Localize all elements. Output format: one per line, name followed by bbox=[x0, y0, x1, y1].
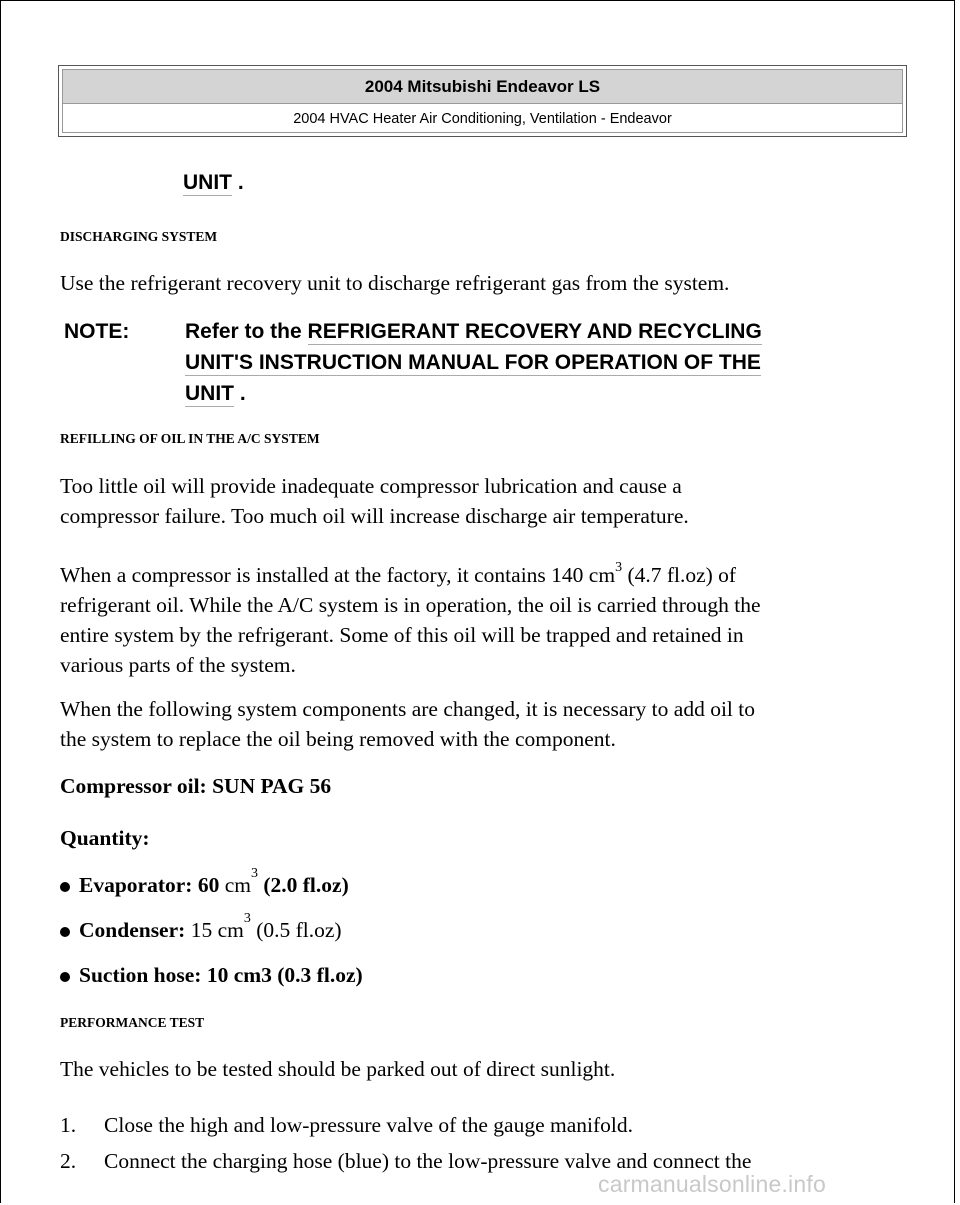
header-inner bbox=[62, 69, 903, 133]
note-label: NOTE: bbox=[64, 320, 130, 343]
list-item bbox=[60, 963, 363, 1008]
note-line-2 bbox=[185, 347, 885, 378]
unit-fragment bbox=[183, 171, 244, 195]
step-number: 1. bbox=[60, 1113, 77, 1137]
para2-line-1a: When a compressor is installed at the factory, it contains 140 cm bbox=[60, 563, 616, 587]
para3-line-1: When the following system components are changed, it is necessary to add oil to bbox=[60, 697, 755, 721]
note-line-1 bbox=[185, 316, 885, 347]
step-text: Close the high and low-pressure valve of the gauge manifold. bbox=[104, 1113, 633, 1137]
item-label: Condenser: bbox=[79, 918, 186, 942]
note-link-2[interactable]: UNIT'S INSTRUCTION MANUAL FOR OPERATION OF THE bbox=[185, 351, 761, 374]
header-subtitle: 2004 HVAC Heater Air Conditioning, Ventilation - Endeavor bbox=[293, 110, 672, 127]
list-item bbox=[60, 911, 363, 963]
note-line-3 bbox=[185, 378, 885, 409]
para2-line-4: various parts of the system. bbox=[60, 653, 296, 677]
item-unit: 15 cm bbox=[185, 918, 244, 942]
step-number: 2. bbox=[60, 1149, 77, 1173]
list-item bbox=[60, 866, 363, 918]
refilling-para-1 bbox=[60, 471, 689, 531]
header-title: 2004 Mitsubishi Endeavor LS bbox=[63, 70, 902, 104]
quantity-list bbox=[60, 866, 363, 1008]
watermark: carmanualsonline.info bbox=[598, 1171, 826, 1197]
note-link-3[interactable]: UNIT bbox=[185, 382, 234, 405]
para2-line-3: entire system by the refrigerant. Some of this oil will be trapped and retained in bbox=[60, 623, 744, 647]
bullet-icon bbox=[60, 972, 70, 982]
note-body bbox=[185, 316, 885, 409]
para3-line-2: the system to replace the oil being removed with the component. bbox=[60, 727, 616, 751]
superscript: 3 bbox=[615, 560, 623, 575]
note-prefix: Refer to the bbox=[185, 320, 302, 343]
item-label: Suction hose: 10 cm3 (0.3 fl.oz) bbox=[79, 963, 363, 987]
para1-line-2: compressor failure. Too much oil will increase discharge air temperature. bbox=[60, 504, 689, 528]
para2-line-2: refrigerant oil. While the A/C system is in operation, the oil is carried through the bbox=[60, 593, 761, 617]
refilling-para-3 bbox=[60, 694, 755, 754]
para1-line-1: Too little oil will provide inadequate compressor lubrication and cause a bbox=[60, 474, 682, 498]
refilling-para-2 bbox=[60, 560, 761, 680]
document-header bbox=[58, 65, 907, 137]
note-link-1[interactable]: REFRIGERANT RECOVERY AND RECYCLING bbox=[307, 320, 762, 343]
performance-text: The vehicles to be tested should be parked out of direct sunlight. bbox=[60, 1057, 616, 1081]
quantity-label: Quantity: bbox=[60, 826, 150, 850]
item-tail: (0.5 fl.oz) bbox=[250, 918, 342, 942]
item-tail: (2.0 fl.oz) bbox=[257, 873, 349, 897]
compressor-oil-label: Compressor oil: SUN PAG 56 bbox=[60, 774, 332, 798]
item-label: Evaporator: 60 bbox=[79, 873, 220, 897]
list-item bbox=[60, 1113, 751, 1149]
section-heading-discharging: DISCHARGING SYSTEM bbox=[60, 229, 218, 244]
step-text: Connect the charging hose (blue) to the low-pressure valve and connect the bbox=[104, 1149, 752, 1173]
unit-link[interactable]: UNIT bbox=[183, 171, 232, 194]
bullet-icon bbox=[60, 927, 70, 937]
section-heading-refilling: REFILLING OF OIL IN THE A/C SYSTEM bbox=[60, 431, 320, 446]
superscript: 3 bbox=[243, 911, 251, 926]
para2-line-1b: (4.7 fl.oz) of bbox=[622, 563, 737, 587]
note-suffix: . bbox=[239, 382, 246, 405]
unit-suffix: . bbox=[237, 171, 244, 194]
discharging-text: Use the refrigerant recovery unit to discharge refrigerant gas from the system. bbox=[60, 271, 730, 295]
para2-line-1 bbox=[60, 560, 761, 590]
bullet-icon bbox=[60, 882, 70, 892]
item-unit: cm bbox=[219, 873, 251, 897]
superscript: 3 bbox=[250, 866, 258, 881]
section-heading-performance: PERFORMANCE TEST bbox=[60, 1015, 205, 1030]
